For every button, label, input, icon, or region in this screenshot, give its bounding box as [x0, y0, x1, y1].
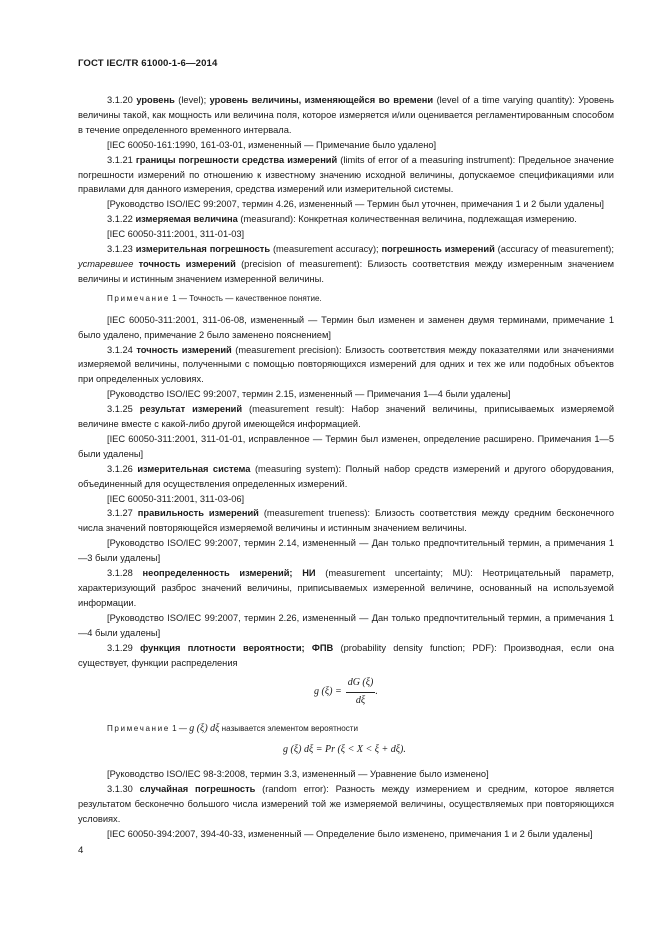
term-name: результат измерений	[139, 404, 243, 415]
term-name: измерительная погрешность	[135, 244, 271, 255]
term-3-1-27: 3.1.27 правильность измерений (measurement trueness): Близость соответствия между средним бесконечного числа значений повторяющейся измеряемой величины и истинным значением величины.	[78, 508, 614, 534]
source-ref: [Руководство ISO/IEC 98-3:2008, термин 3.3, измененный — Уравнение было изменено]	[107, 769, 489, 780]
note-label: Примечание	[107, 724, 170, 734]
term-3-1-25: 3.1.25 результат измерений (measurement result): Набор значений величины, приписываемых измеряемой величине вместе с какой-либо другой имеющейся информацией.	[78, 404, 615, 430]
term-name: функция плотности вероятности; ФПВ	[140, 642, 334, 653]
standard-title: ГОСТ IEC/TR 61000-1-6—2014	[78, 58, 218, 69]
term-3-1-21: 3.1.21 границы погрешности средства измерений (limits of error of a measuring instrument): Предельное значение погрешности измерений по отношению к известному значению исходной величины, допускаемое спецификациями или правилами для данного измерения, средства измерений или измерительной системы.	[78, 154, 614, 195]
document-body	[78, 93, 614, 842]
formula-numerator: dG (ξ)	[346, 676, 376, 693]
page-number: 4	[78, 845, 84, 856]
term-3-1-26: 3.1.26 измерительная система (measuring system): Полный набор средств измерений и другого оборудования, объединенный для осуществления определенных измерений.	[78, 463, 614, 489]
deprecated-label: устаревшее	[78, 258, 134, 269]
term-name: измерительная система	[137, 463, 251, 474]
term-name: неопределенность измерений; НИ	[142, 568, 316, 579]
term-3-1-23: 3.1.23 измерительная погрешность (measurement accuracy); погрешность измерений (accuracy of measurement); устаревшее точность измерений (precision of measurement): Близость соответствия между измеренным значением величины и истинным значением измеренной величины.	[78, 244, 614, 284]
term-3-1-22: 3.1.22 измеряемая величина (measurand): Конкретная количественная величина, подлежащая измерению.	[107, 214, 577, 225]
formula-lhs: g (ξ) =	[314, 686, 342, 698]
term-name: уровень величины, изменяющейся во времени	[209, 95, 434, 105]
note: Примечание 1 — Точность — качественное понятие.	[107, 293, 322, 303]
term-name: измеряемая величина	[135, 214, 238, 225]
term-3-1-20: 3.1.20 уровень (level); уровень величины, изменяющейся во времени (level of a time varying quantity): Уровень величины такой, как мощность или величина поля, которое измеряется и/или оценивается регламентированным способом в течение определенного временного интервала.	[78, 95, 615, 135]
source-ref: [IEC 60050-311:2001, 311-01-03]	[107, 229, 245, 240]
note: Примечание 1 — g (ξ) dξ называется элементом вероятности	[107, 723, 359, 735]
formula-pdf	[78, 670, 614, 722]
formula-probability-element: g (ξ) dξ = Pr (ξ < X < ξ + dξ).	[283, 744, 406, 756]
term-name: правильность измерений	[137, 508, 259, 519]
source-ref: [Руководство ISO/IEC 99:2007, термин 2.15, измененный — Примечания 1—4 были удалены]	[107, 389, 511, 400]
formula-denominator: dξ	[355, 695, 366, 707]
term-3-1-30: 3.1.30 случайная погрешность (random error): Разность между измерением и средним, которое является результатом бесконечно большого числа измерений той же измеряемой величины, осуществляемых при повторяющихся условиях.	[78, 784, 615, 825]
formula-end: .	[375, 686, 378, 698]
term-name: точность измерений	[136, 344, 232, 355]
term-name: точность измерений	[138, 258, 236, 269]
formula-fraction	[346, 676, 376, 709]
term-3-1-29: 3.1.29 функция плотности вероятности; ФПВ (probability density function; PDF): Производная, если она существует, функции распределения	[78, 642, 614, 668]
source-ref: [Руководство ISO/IEC 99:2007, термин 4.26, измененный — Термин был уточнен, примечания 1 и 2 были удалены]	[107, 199, 604, 210]
term-name: уровень	[136, 95, 175, 105]
source-ref: [IEC 60050-311:2001, 311-06-08, измененный — Термин был изменен и заменен двумя терминами, примечание 1 было удалено, примечание 2 было заменено пояснением]	[78, 314, 614, 340]
term-3-1-24: 3.1.24 точность измерений (measurement precision): Близость соответствия между показателями или значениями измеряемой величины, полученными с помощью повторяющихся измерений для одних и тех же или подобных объектов при определенных условиях.	[78, 344, 614, 385]
source-ref: [Руководство ISO/IEC 99:2007, термин 2.14, измененный — Дан только предпочтительный термин, а примечания 1—3 были удалены]	[78, 538, 614, 564]
source-ref: [Руководство ISO/IEC 99:2007, термин 2.26, измененный — Дан только предпочтительный термин, а примечания 1—4 были удалены]	[78, 612, 614, 638]
term-name: случайная погрешность	[139, 784, 256, 795]
source-ref: [IEC 60050-311:2001, 311-03-06]	[107, 493, 245, 504]
source-ref: [IEC 60050-311:2001, 311-01-01, исправленное — Термин был изменен, определение расширено. Примечания 1—5 были удалены]	[78, 433, 614, 459]
source-ref: [IEC 60050-161:1990, 161-03-01, измененный — Примечание было удалено]	[107, 139, 437, 150]
term-name: погрешность измерений	[381, 244, 495, 255]
term-3-1-28: 3.1.28 неопределенность измерений; НИ (measurement uncertainty; MU): Неотрицательный параметр, характеризующий разброс значений величины, приписываемых измеренной величине, основанный на используемой информации.	[78, 568, 614, 608]
term-name: границы погрешности средства измерений	[135, 154, 338, 165]
note-expression: g (ξ) dξ	[189, 723, 220, 735]
source-ref: [IEC 60050-394:2007, 394-40-33, измененный — Определение было изменено, примечания 1 и 2 были удалены]	[107, 828, 593, 839]
note-label: Примечание	[107, 293, 170, 303]
